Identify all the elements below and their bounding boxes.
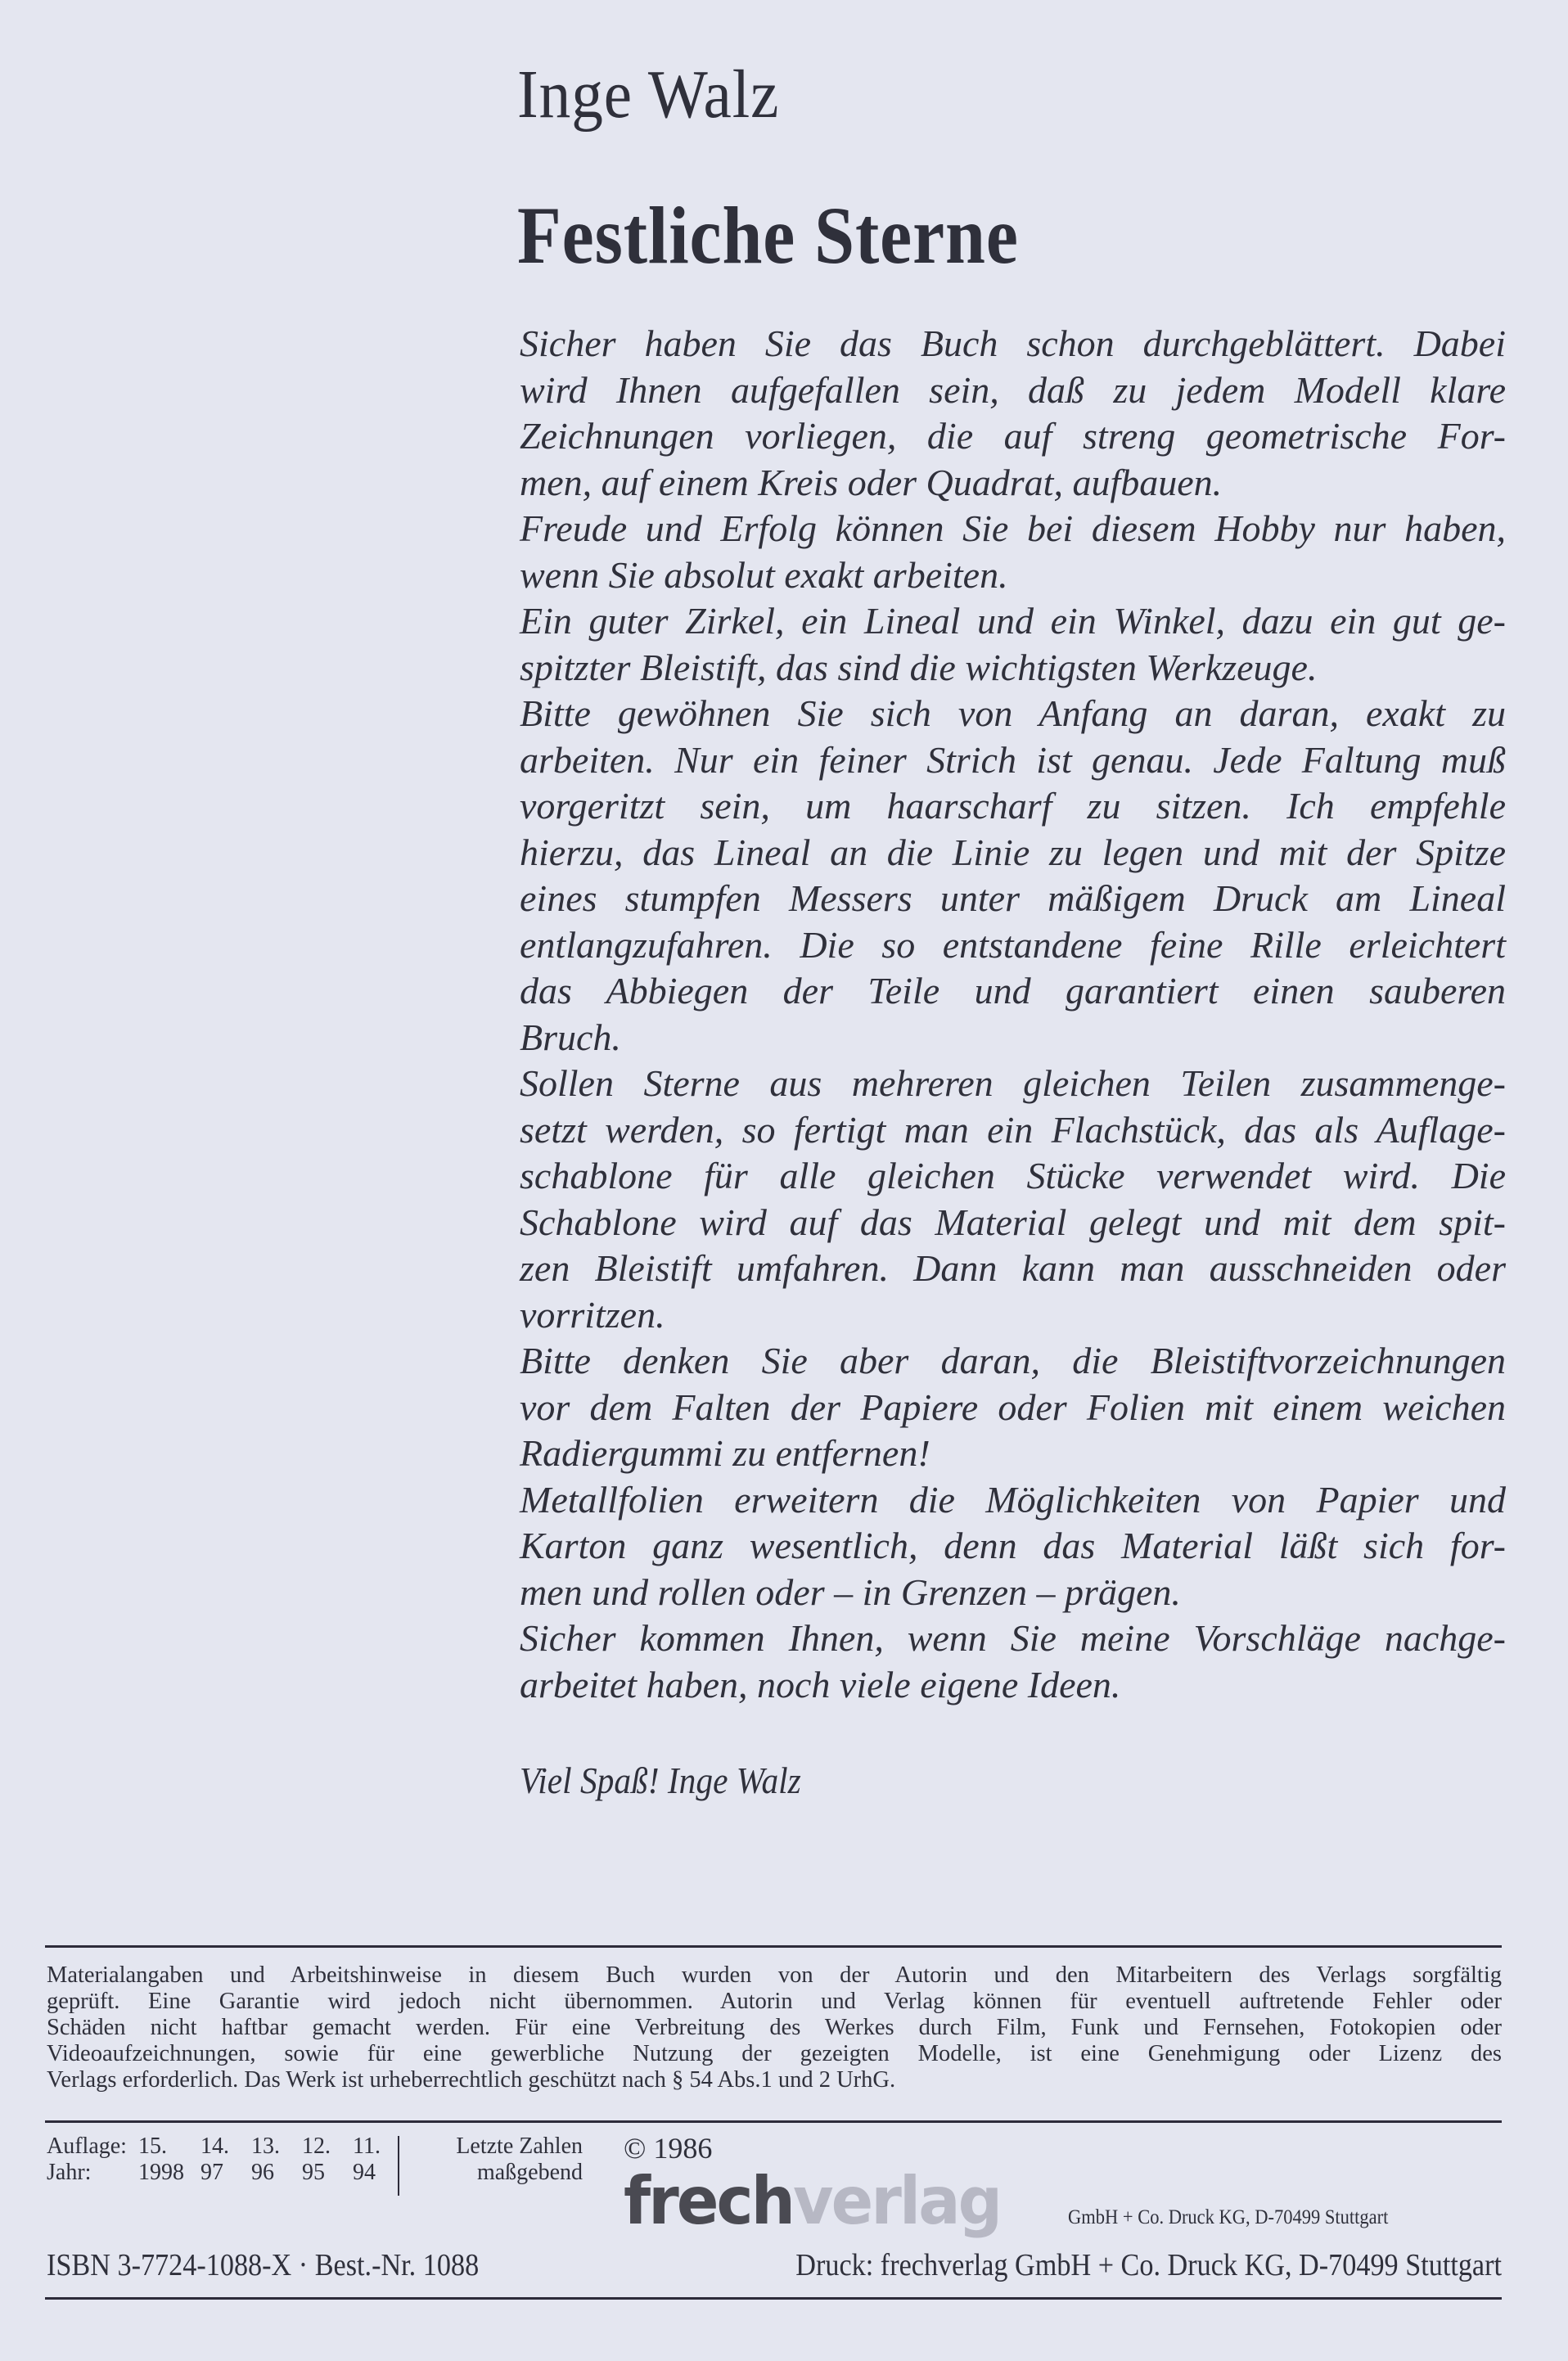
body-line: zen Bleistift umfahren. Dann kann man ausschneiden oder [520,1247,1506,1289]
disclaimer-line: Verlags erforderlich. Das Werk ist urheberrechtlich geschützt nach § 54 Abs.1 und 2 UrhG. [47,2067,896,2093]
body-line: spitzter Bleistift, das sind die wichtigsten Werkzeuge. [520,646,1318,688]
body-line: hierzu, das Lineal an die Linie zu legen und mit der Spitze [520,831,1506,873]
body-line: Radiergummi zu entfernen! [520,1432,930,1474]
edition-number: 11. [353,2133,381,2159]
body-line: Sollen Sterne aus mehreren gleichen Teilen zusammenge- [520,1062,1506,1104]
body-line: arbeiten. Nur ein feiner Strich ist genau. Jede Faltung muß [520,738,1506,781]
body-line: Zeichnungen vorliegen, die auf streng geometrische For- [520,415,1506,457]
body-line: Sicher kommen Ihnen, wenn Sie meine Vorschläge nachge- [520,1617,1506,1659]
body-line: vor dem Falten der Papiere oder Folien mit einem weichen [520,1386,1506,1428]
year-row [47,2160,403,2186]
body-line: men, auf einem Kreis oder Quadrat, aufbauen. [520,461,1223,503]
printer-info: Druck: frechverlag GmbH + Co. Druck KG, D-70499 Stuttgart [795,2248,1502,2282]
last-numbers-line: Letzte Zahlen [456,2133,583,2159]
year-value: 94 [353,2160,376,2185]
last-numbers-line: maßgebend [476,2160,583,2185]
body-line: schablone für alle gleichen Stücke verwendet wird. Die [520,1155,1506,1196]
body-line: Freude und Erfolg können Sie bei diesem Hobby nur haben, [520,507,1506,549]
legal-disclaimer [47,1962,1502,2093]
publisher-logo [624,2163,1001,2239]
body-line: wenn Sie absolut exakt arbeiten. [520,553,1008,596]
body-line: Bruch. [520,1016,621,1058]
last-numbers-note [412,2133,583,2186]
edition-number: 12. [302,2133,331,2159]
body-line: Bitte denken Sie aber daran, die Bleistiftvorzeichnungen [520,1340,1506,1381]
body-line: eines stumpfen Messers unter mäßigem Druck am Lineal [520,877,1506,919]
body-line: Metallfolien erweitern die Möglichkeiten von Papier und [520,1478,1506,1521]
body-line: Bitte gewöhnen Sie sich von Anfang an daran, exakt zu [520,692,1506,734]
year-value: 1998 [138,2160,184,2185]
body-line: entlangzufahren. Die so entstandene feine Rille erleichtert [520,923,1506,966]
year-value: 96 [251,2160,274,2185]
edition-number: 13. [251,2133,280,2159]
disclaimer-line: Videoaufzeichnungen, sowie für eine gewerbliche Nutzung der gezeigten Modelle, ist eine Genehmigung oder Lizenz des [47,2041,1502,2066]
disclaimer-line: geprüft. Eine Garantie wird jedoch nicht übernommen. Autorin und Verlag können für eventuell auftretende Fehler oder [47,1989,1502,2014]
edition-row [47,2133,403,2160]
body-line: Ein guter Zirkel, ein Lineal und ein Winkel, dazu ein gut ge- [520,600,1506,642]
edition-number: 14. [201,2133,229,2159]
author-name: Inge Walz [517,56,780,133]
divider-rule [45,2297,1502,2300]
publisher-address: GmbH + Co. Druck KG, D-70499 Stuttgart [1068,2206,1389,2228]
body-line: men und rollen oder – in Grenzen – prägen. [520,1570,1181,1613]
disclaimer-line: Schäden nicht haftbar gemacht werden. Für eine Verbreitung des Werkes durch Film, Funk und Fernsehen, Fotokopien oder [47,2015,1502,2040]
body-line: das Abbiegen der Teile und garantiert einen sauberen [520,970,1506,1012]
isbn: ISBN 3-7724-1088-X · Best.-Nr. 1088 [47,2248,480,2282]
body-line: Schablone wird auf das Material gelegt und mit dem spit- [520,1201,1506,1243]
disclaimer-line: Materialangaben und Arbeitshinweise in diesem Buch wurden von der Autorin und den Mitarbeitern des Verlags sorgfältig [47,1962,1502,1988]
year-value: 97 [201,2160,223,2185]
body-line: arbeitet haben, noch viele eigene Ideen. [520,1663,1121,1705]
logo-frech: frech [624,2163,793,2239]
divider-rule [45,1945,1502,1948]
body-line: setzt werden, so fertigt man ein Flachstück, das als Auflage- [520,1108,1506,1151]
book-title: Festliche Sterne [517,190,1019,281]
divider-rule [45,2120,1502,2123]
edition-number: 15. [138,2133,167,2159]
body-line: Sicher haben Sie das Buch schon durchgeblättert. Dabei [520,322,1506,364]
year-value: 95 [302,2160,325,2185]
body-line: wird Ihnen aufgefallen sein, daß zu jedem Modell klare [520,368,1506,411]
copyright-notice: © 1986 [624,2132,713,2165]
edition-table [47,2133,403,2186]
body-line: Karton ganz wesentlich, denn das Material läßt sich for- [520,1525,1506,1566]
body-line: vorritzen. [520,1293,665,1336]
edition-label: Auflage: [47,2133,127,2159]
logo-verlag: verlag [792,2163,1001,2239]
signature: Viel Spaß! Inge Walz [520,1759,801,1801]
year-label: Jahr: [47,2160,92,2185]
body-line: vorgeritzt sein, um haarscharf zu sitzen. Ich empfehle [520,785,1506,827]
vertical-divider [398,2136,399,2196]
foreword-text [520,321,1506,1708]
